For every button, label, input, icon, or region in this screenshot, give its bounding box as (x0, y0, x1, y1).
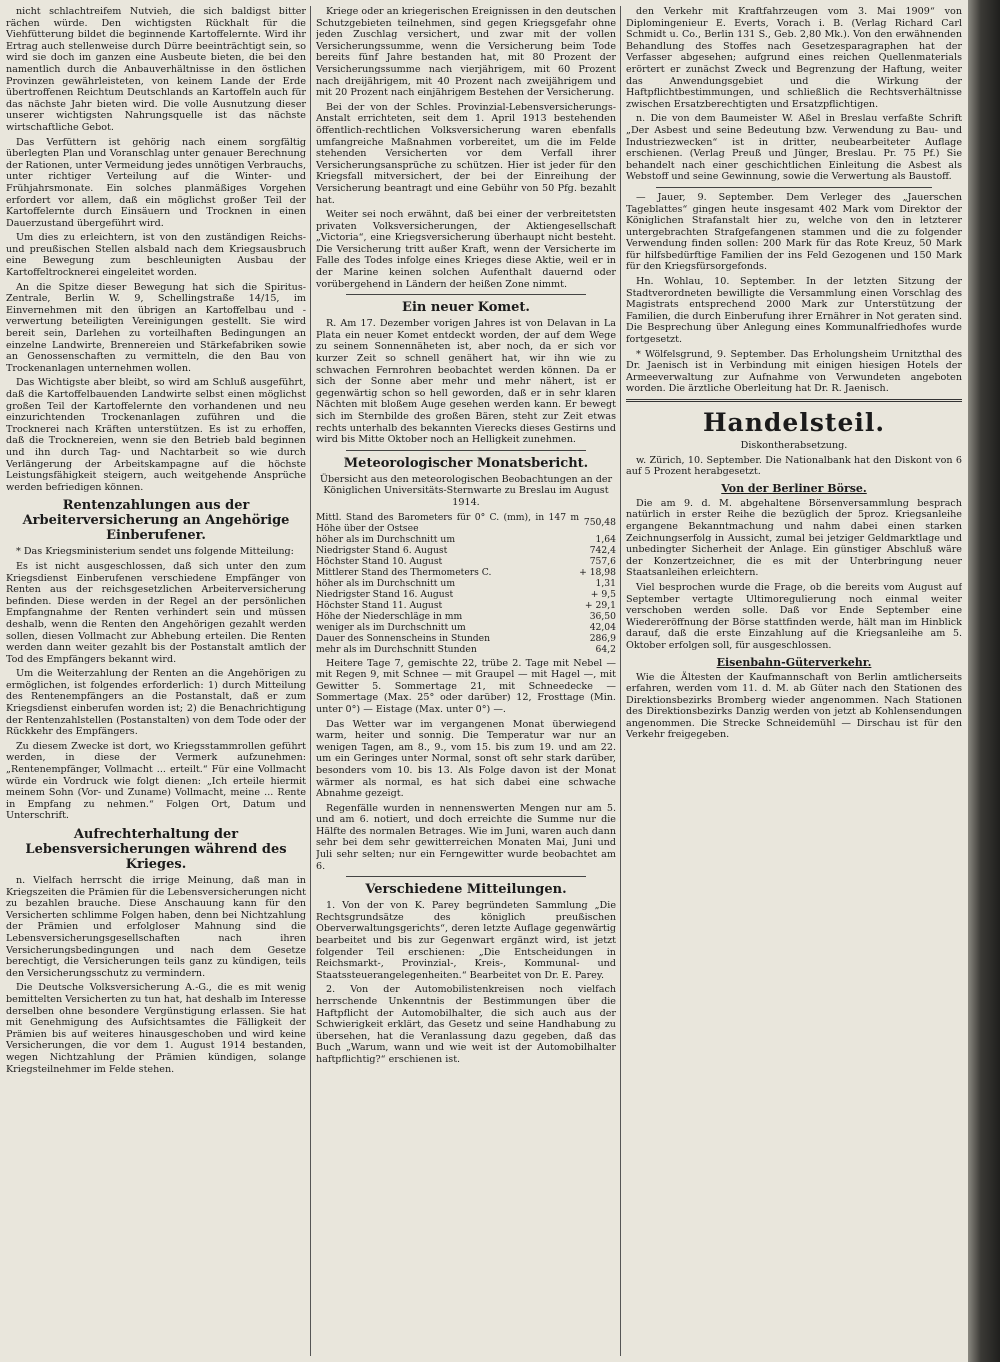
meteo-value: 36,50 (589, 610, 616, 622)
divider (346, 876, 586, 877)
meteo-row (316, 589, 616, 600)
paragraph: 1. Von der von K. Parey begründeten Sammlung „Die Rechtsgrundsätze des königlich preußischen Oberverwaltungsgerichts“, deren letzte Auflage gegenwärtig bearbeitet und bis zur Gegenwart ergänzt wird, ist jetzt folgender Teil erschienen: „Die Entscheidungen in Reichsmarkt-, Provinzial-, Kreis-, Kommunal- und Staatssteuerangelegenheiten.“ Bearbeitet von Dr. E. Parey. (316, 900, 616, 981)
column-rule (620, 6, 621, 1356)
paragraph: Wie die Ältesten der Kaufmannschaft von Berlin amtlicherseits erfahren, werden vom 11. d. M. ab Güter nach den Stationen des Direktionsbezirks Bromberg wieder angenommen. Nach Stationen des Direktionsbezirks Danzig werden von jetzt ab Kohlensendungen angenommen. Die Strecke Schneidemühl — Dirschau ist für den Verkehr freigegeben. (626, 671, 962, 741)
paragraph: Regenfälle wurden in nennenswerten Mengen nur am 5. und am 6. notiert, und doch erreichte die Summe nur die Hälfte des normalen Betrages. Wie im Juni, waren auch dann sehr bei dem sehr gewitterreichen Monaten Mai, Juni und Juli sehr selten; nur ein Ferngewitter wurde beobachtet am 6. (316, 802, 616, 872)
column-1 (6, 6, 306, 1356)
meteo-value: + 9,5 (590, 588, 616, 600)
meteo-row (316, 534, 616, 545)
meteo-row (316, 545, 616, 556)
paragraph: n. Die von dem Baumeister W. Aßel in Breslau verfaßte Schrift „Der Asbest und seine Bedeutung bzw. Verwendung zu Bau- und Industriezwecken“ ist in dritter, neubearbeiteter Auflage erschienen. (Verlag Preuß und Jünger, Breslau. Pr. 75 Pf.) Sie behandelt nach einer geschichtlichen Einleitung die Asbest als Webstoff und seine Gewinnung, sowie die Verwertung als Baustoff. (626, 113, 962, 183)
divider (346, 294, 586, 295)
meteo-label: Dauer des Sonnenscheins in Stunden (316, 632, 491, 644)
meteo-value: 1,31 (595, 577, 616, 589)
meteo-subtitle: Übersicht aus den meteorologischen Beobachtungen an der Königlichen Universitäts-Sternwarte zu Breslau im August 1914. (319, 473, 613, 508)
intro-section (6, 6, 306, 493)
column-3 (626, 6, 962, 1356)
headline-handelsteil: Handelsteil. (702, 408, 886, 437)
paragraph: Viel besprochen wurde die Frage, ob die bereits vom August auf September vertagte Ultimoregulierung noch einmal weiter verschoben werden solle. Daß vor Ende September eine Wiedereröffnung der Börse stattfinden werde, hält man im Hinblick darauf, daß die erste Einzahlung auf die Kriegsanleihe am 5. Oktober erfolgen soll, für ausgeschlossen. (626, 581, 962, 651)
meteo-label: weniger als im Durchschnitt um (316, 621, 466, 633)
paragraph: Die Deutsche Volksversicherung A.-G., die es mit wenig bemittelten Versicherten zu tun hat, hat deshalb im Interesse derselben ohne besondere Vergünstigung erlassen. Sie hat mit Genehmigung des Aufsichtsamtes die Fälligkeit der Prämien bis auf weiteres hinausgeschoben und wird keine Versicherungen, die vor dem 1. August 1914 bestanden, wegen Nichtzahlung der Prämien kündigen, solange Kriegsteilnehmer im Felde stehen. (6, 982, 306, 1075)
meteo-row (316, 578, 616, 589)
headline-meteo: Meteorologischer Monatsbericht. (343, 455, 589, 471)
paragraph: Heitere Tage 7, gemischte 22, trübe 2. Tage mit Nebel — mit Regen 9, mit Schnee — mit Graupel — mit Hagel —, mit Gewitter 5. Sommertage 21, mit Schneedecke — Sommertage (Max. 25° oder darüber) 12, Frosttage (Min. unter 0°) — Eistage (Max. unter 0°) —. (316, 657, 616, 715)
paragraph: Bei der von der Schles. Provinzial-Lebensversicherungs-Anstalt errichteten, seit dem 1. April 1913 bestehenden öffentlich-rechtlichen Volksversicherung waren ebenfalls umfangreiche Maßnahmen vorbereitet, um die im Felde stehenden Versicherten vor dem Verfall ihrer Versicherungsansprüche zu schützen. Hier ist jeder für den Kriegsfall mitversichert, der bei der Einreihung der Versicherung beantragt und eine Gebühr von 50 Pfg. bezahlt hat. (316, 101, 616, 206)
meteo-label: Höchster Stand 10. August (316, 555, 443, 567)
paragraph: n. Vielfach herrscht die irrige Meinung, daß man in Kriegszeiten die Prämien für die Lebensversicherungen nicht zu bezahlen brauche. Diese Anschauung kann für den Versicherten schlimme Folgen haben, denn bei Nichtzahlung der Prämien und erfolgloser Mahnung sind die Lebensversicherungsgesellschaften nach ihren Versicherungsbedingungen und nach dem Gesetze berechtigt, die Versicherungen teils ganz zu kündigen, teils den Versicherungsschutz zu vermindern. (6, 875, 306, 979)
headline-lebensversicherung: Aufrechterhaltung der Lebensversicherungen während des Krieges. (25, 827, 287, 872)
paragraph: Das Wichtigste aber bleibt, so wird am Schluß ausgeführt, daß die Kartoffelbauenden Landwirte selbst einen möglichst großen Teil der Kartoffelernte den vorhandenen und neu einzurichtenden Trockenanlagen zuführen und die Trocknerei nach Kräften unterstützen. Es ist zu erhoffen, daß die Trocknereien, wenn sie den Betrieb bald beginnen und ihn durch Tag- und Nachtarbeit so wie durch Verlängerung der Arbeitskampagne auf die höchste Leistungsfähigkeit steigern, auch weitgehende Ansprüche werden befriedigen können. (6, 377, 306, 493)
meteo-value: 1,64 (595, 533, 616, 545)
meteo-row (316, 633, 616, 644)
headline-boerse: Von der Berliner Börse. (721, 481, 867, 495)
meteo-row (316, 567, 616, 578)
paragraph: * Wölfelsgrund, 9. September. Das Erholungsheim Urnitzthal des Dr. Jaenisch ist in Verbindung mit einigen hiesigen Hotels der Armeeverwaltung zur Aufnahme von Verwundeten angeboten worden. Die ärztliche Oberleitung hat Dr. R. Jaenisch. (626, 348, 962, 395)
headline-renten: Rentenzahlungen aus der Arbeiterversicherung an Angehörige Einberufener. (22, 498, 290, 544)
meteo-label: Höchster Stand 11. August (316, 599, 443, 611)
meteo-row (316, 644, 616, 655)
paragraph: An die Spitze dieser Bewegung hat sich die Spiritus-Zentrale, Berlin W. 9, Schellingstraße 14/15, im Einvernehmen mit den übrigen an Kartoffelbau und -verwertung beteiligten Vereinigungen gestellt. Sie wird bereit sein, Darlehen zu vorteilhaften Bedingungen an einzelne Landwirte, Brennereien und Stärkefabriken sowie an Genossenschaften zu vermitteln, die den Bau von Trockenanlagen unternehmen wollen. (6, 281, 306, 374)
meteo-row (316, 600, 616, 611)
meteo-label: mehr als im Durchschnitt Stunden (316, 643, 477, 655)
meteo-row (316, 611, 616, 622)
paragraph: Um dies zu erleichtern, ist von den zuständigen Reichs- und preußischen Stellen alsbald nach dem Kriegsausbruch eine Bewegung zum beschleunigten Ausbau der Kartoffeltrocknerei eingeleitet worden. (6, 232, 306, 279)
paragraph: 2. Von der Automobilistenkreisen noch vielfach herrschende Unkenntnis der Bestimmungen über die Haftpflicht der Automobilhalter, die sich auch aus der Schwierigkeit erklärt, das Gesetz und seine Handhabung zu übersehen, hat die Veranlassung dazu gegeben, daß das Buch „Warum, wann und wie weit ist der Automobilhalter haftpflichtig?“ erschienen ist. (316, 984, 616, 1065)
paragraph: * Das Kriegsministerium sendet uns folgende Mitteilung: (16, 546, 294, 558)
meteo-label: Niedrigster Stand 6. August (316, 544, 448, 556)
paragraph: R. Am 17. Dezember vorigen Jahres ist von Delavan in La Plata ein neuer Komet entdeckt worden, der auf dem Wege zu seinem Sonnennäheten ist, aber noch, da er sich vor kurzer Zeit so schnell genähert hat, wir ihn wie zu schwachen Fernrohren beobachtet werden können. Da er sich der Sonne aber mehr und mehr nähert, ist er gegenwärtig schon so hell geworden, daß er in sehr klaren Nächten mit bloßem Auge gesehen werden kann. Er bewegt sich im Sternbilde des großen Bären, steht zur Zeit etwas rechts unterhalb des bekannten Vierecks dieses Gestirns und wird bis Mitte Oktober noch an Helligkeit zunehmen. (316, 318, 616, 446)
meteo-label: höher als im Durchschnitt um (316, 577, 456, 589)
paragraph: Um die Weiterzahlung der Renten an die Angehörigen zu ermöglichen, ist folgendes erforderlich: 1) durch Mitteilung des Rentenempfängers an die Postanstalt, daß er zum Kriegsdienst einberufen worden ist; 2) die Benachrichtigung der Rentenzahlstellen (Postanstalten) von dem Tode oder der Rückkehr des Empfängers. (6, 668, 306, 738)
paragraph: w. Zürich, 10. September. Die Nationalbank hat den Diskont von 6 auf 5 Prozent herabgesetzt. (626, 454, 962, 478)
headline-verschiedene: Verschiedene Mitteilungen. (365, 882, 567, 898)
meteo-value: + 29,1 (584, 599, 616, 611)
meteo-row (316, 556, 616, 567)
handel-subtitle: Diskontherabsetzung. (740, 440, 848, 451)
paragraph: nicht schlachtreifem Nutvieh, die sich baldigst bitter rächen würde. Den wichtigsten Rückhalt für die Viehfütterung bildet die beginnende Kartoffelernte. Wird ihr Ertrag auch stellenweise durch Dürre beeinträchtigt sein, so wird sie doch im ganzen eine Ausbeute bieten, die bei den namentlich durch die Anbauverhältnisse in den östlichen Provinzen gewährleisteten, von keinem Lande der Erde übertroffenen Reichtum Deutschlands an Kartoffeln auch für das nächste Jahr bieten wird. Die volle Ausnutzung dieser unserer wichtigsten Nahrungsquelle ist das nächste wirtschaftliche Gebot. (6, 6, 306, 133)
meteo-value: 286,9 (589, 632, 616, 644)
meteo-value: + 18,98 (579, 566, 616, 578)
column-2 (316, 6, 616, 1356)
paragraph: Hn. Wohlau, 10. September. In der letzten Sitzung der Stadtverordneten bewilligte die Versammlung einen Vorschlag des Magistrats entsprechend 2000 Mark zur Unterstützung der Familien, die durch Einberufung ihrer Ernährer in Not geraten sind. Die Besprechung über Anlegung eines Kommunalfriedhofes wurde fortgesetzt. (626, 276, 962, 346)
paragraph: Weiter sei noch erwähnt, daß bei einer der verbreitetsten privaten Volksversicherungen, der Aktiengesellschaft „Victoria“, eine Kriegsversicherung überhaupt nicht besteht. Die Versicherung tritt außer Kraft, wenn der Versicherte im Falle des Todes infolge eines Krieges diese Aktie, weil er in der Marine keinen solchen Aufenthalt dauernd oder vorübergehend in Ländern der heißen Zone nimmt. (316, 209, 616, 290)
paragraph: — Jauer, 9. September. Dem Verleger des „Jauerschen Tageblattes“ gingen heute insgesamt 402 Mark vom Direktor der Königlichen Strafanstalt hier zu, welche von den in letzterer untergebrachten Strafgefangenen stammen und die zu folgender Verwendung finden sollen: 200 Mark für das Rote Kreuz, 50 Mark für hilfsbedürftige Familien der ins Feld Gezogenen und 150 Mark für den Kriegsfürsorgefonds. (626, 191, 962, 273)
meteo-value: 757,6 (589, 555, 616, 567)
page-gutter (968, 0, 1000, 1362)
paragraph: Es ist nicht ausgeschlossen, daß sich unter den zum Kriegsdienst Einberufenen verschiedene Empfänger von Renten aus der reichsgesetzlichen Arbeiterversicherung befinden. Diese werden in der Regel an der persönlichen Empfangnahme der Renten verhindert sein und müssen deshalb, wenn die Renten den Angehörigen gezahlt werden sollen, diesen Vollmacht zur Abhebung erteilen. Die Renten werden dann weiter gezahlt bis der Postanstalt amtlich der Tod des Empfängers bekannt wird. (6, 560, 306, 665)
meteo-label: Niedrigster Stand 16. August (316, 588, 454, 600)
paragraph: Zu diesem Zwecke ist dort, wo Kriegsstammrollen geführt werden, in diese der Vermerk aufzunehmen: „Rentenempfänger, Vollmacht ... erteilt.“ Für eine Vollmacht würde ein Vordruck wie folgt dienen: „Ich erteile hiermit meinem Sohn (Vor- und Zuname) Vollmacht, meine ... Rente in Empfang zu nehmen.“ Folgen Ort, Datum und Unterschrift. (6, 740, 306, 822)
meteo-label: Mittl. Stand des Barometers für 0° C. (mm), in 147 m Höhe über der Ostsee (316, 511, 580, 534)
divider (346, 450, 586, 451)
divider (656, 187, 932, 188)
section-rule (626, 399, 962, 402)
column-rule (310, 6, 311, 1356)
paragraph: Das Verfüttern ist gehörig nach einem sorgfältig überlegten Plan und Voranschlag unter genauer Berechnung der Rationen, unter Vermeidung jedes unnötigen Verbrauchs, unter richtiger Verteilung auf die Winter- und Frühjahrsmonate. Ein solches planmäßiges Vorgehen erfordert vor allem, daß ein möglichst großer Teil der Kartoffelernte durch Einsäuern und Trocknen in einen Dauerzustand übergeführt wird. (6, 136, 306, 229)
meteo-row (316, 512, 616, 534)
meteo-value: 742,4 (589, 544, 616, 556)
meteo-row (316, 622, 616, 633)
paragraph: Die am 9. d. M. abgehaltene Börsenversammlung besprach natürlich in erster Reihe die bezüglich der 5proz. Kriegsanleihe ergangene Bekanntmachung und nahm dabei einen starken Zeichnungserfolg in Aussicht, zumal bei jetziger Geldmarktlage und unbedingter Sicherheit der Anlage. Ein günstiger Abschluß wäre der Konzertzeichner, die es mit der Unterbringung neuer Staatsanleihen erleichtern. (626, 497, 962, 579)
paragraph: Kriege oder an kriegerischen Ereignissen in den deutschen Schutzgebieten teilnehmen, sind gegen Kriegsgefahr ohne jeden Zuschlag versichert, und zwar mit der vollen Versicherungssumme, wenn die Versicherung beim Tode bereits fünf Jahre bestanden hat, mit 80 Prozent der Versicherungssumme nach vierjährigem, mit 60 Prozent nach dreijährigem, mit 40 Prozent nach zweijährigem und mit 20 Prozent nach einjährigem Bestehen der Versicherung. (316, 6, 616, 99)
headline-eisenbahn: Eisenbahn-Güterverkehr. (716, 655, 872, 669)
meteo-table (316, 512, 616, 655)
meteo-value: 64,2 (595, 643, 616, 655)
meteo-label: Höhe der Niederschläge in mm (316, 610, 463, 622)
meteo-label: höher als im Durchschnitt um (316, 533, 456, 545)
meteo-value: 42,04 (589, 621, 616, 633)
headline-komet: Ein neuer Komet. (402, 300, 530, 316)
meteo-value: 750,48 (583, 517, 616, 529)
paragraph: Das Wetter war im vergangenen Monat überwiegend warm, heiter und sonnig. Die Temperatur war nur an wenigen Tagen, am 8., 9., vom 15. bis zum 19. und am 22. um ein Geringes unter Normal, sonst oft sehr stark darüber, besonders vom 10. bis 13. Als Folge davon ist der Monat wärmer als normal, es hat sich dabei eine schwache Abnahme gezeigt. (316, 718, 616, 800)
meteo-label: Mittlerer Stand des Thermometers C. (316, 566, 492, 578)
paragraph: den Verkehr mit Kraftfahrzeugen vom 3. Mai 1909“ von Diplomingenieur E. Everts, Vorach i. B. (Verlag Richard Carl Schmidt u. Co., Berlin 131 S., Geb. 2,80 Mk.). Von den erwähnenden Behandlung des Stoffes nach Gesetzesparagraphen hat der Verfasser abgesehen; aufgrund eines reichen Quellenmaterials erörtert er zunächst Zweck und Begrenzung der Haftung, weiter das Anwendungsgebiet und die Wirkung der Haftpflichtbestimmungen, und schließlich die Rechtsverhältnisse zwischen Ersatzberechtigten und Ersatzpflichtigen. (626, 6, 962, 110)
